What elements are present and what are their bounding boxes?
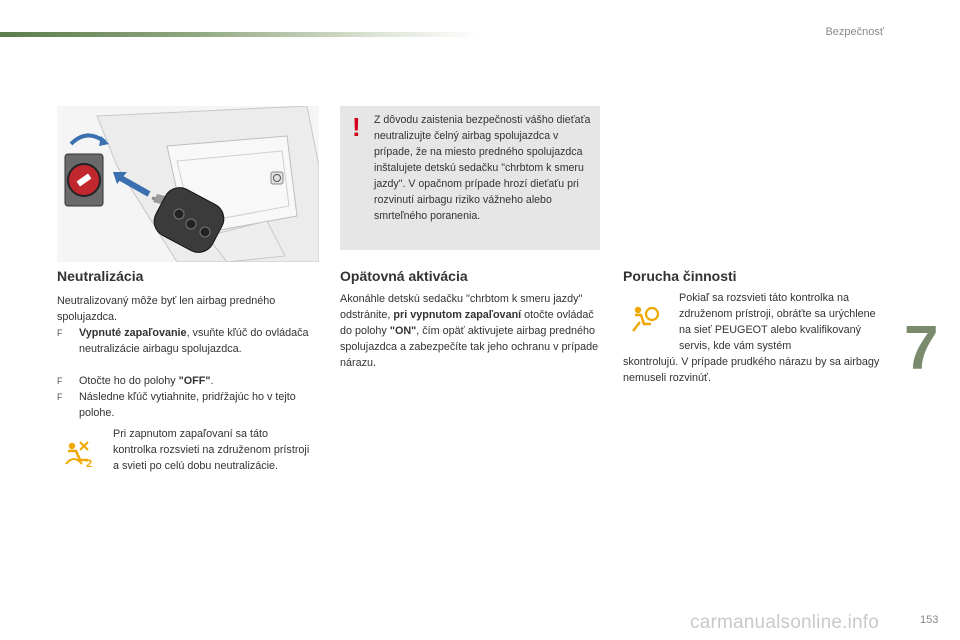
glovebox-key-illustration	[57, 106, 319, 262]
fault-lamp-text: Pokiaľ sa rozsvieti táto kontrolka na združenom prístroji, obráťte sa urýchlene na sieť PEUGEOT alebo kvalifikovaný servis, kde vám systém	[679, 292, 876, 352]
bullet-3-text: Následne kľúč vytiahnite, pridŕžajúc ho v tejto polohe.	[79, 391, 296, 419]
bullet-1-bold: Vypnuté zapaľovanie	[79, 327, 187, 339]
bullet-step-3	[57, 389, 312, 421]
fault-title: Porucha činnosti	[623, 268, 737, 284]
fault-tail-text: skontrolujú. V prípade prudkého nárazu by sa airbagy nemuseli rozvinúť.	[623, 356, 880, 384]
neutral-lamp-text: Pri zapnutom zapaľovaní sa táto kontrolka rozsvieti na združenom prístroji a svieti po celú dobu neutralizácie.	[113, 428, 310, 472]
reactivation-text	[340, 291, 605, 371]
bullet-glyph: F	[57, 392, 63, 402]
airbag-fault-warning-icon	[630, 305, 660, 338]
bullet-glyph: F	[57, 376, 63, 386]
warning-text: Z dôvodu zaistenia bezpečnosti vášho dieťaťa neutralizujte čelný airbag spolujazdca v prípade, že na miesto predného spolujazdca inštalujete detskú sedačku "chrbtom k smeru jazdy". V opačnom prípade hrozí dieťaťu pri rozvinutí airbagu riziko vážneho alebo smrteľného poranenia.	[374, 114, 591, 222]
bullet-glyph: F	[57, 328, 63, 338]
bullet-1-text: , vsuňte kľúč do ovládača neutralizácie airbagu spolujazdca.	[79, 327, 309, 355]
watermark: carmanualsonline.info	[690, 612, 880, 633]
bullet-step-2	[57, 373, 312, 389]
airbag-off-warning-icon	[64, 440, 98, 473]
reactivation-bold-2: "ON"	[389, 325, 417, 337]
bullet-2-bold: "OFF"	[178, 375, 211, 387]
section-heading: Bezpečnosť	[825, 26, 884, 38]
bullet-step-1	[57, 325, 312, 357]
chapter-number: 7	[904, 314, 939, 383]
reactivation-part-2: otočte ovládač do polohy	[340, 309, 594, 337]
page-number: 153	[920, 614, 939, 626]
bullet-2-end: .	[210, 375, 214, 387]
bullet-2-text: Otočte ho do polohy	[79, 375, 179, 387]
reactivation-bold-1: pri vypnutom zapaľovaní	[393, 309, 522, 321]
warning-box	[340, 106, 600, 250]
neutralization-title: Neutralizácia	[57, 268, 144, 284]
reactivation-title: Opätovná aktivácia	[340, 268, 468, 284]
warning-exclamation-icon: !	[352, 112, 361, 142]
neutralization-intro: Neutralizovaný môže byť len airbag predného spolujazdca.	[57, 295, 276, 323]
reactivation-part-1: Akonáhle detskú sedačku "chrbtom k smeru jazdy" odstránite,	[340, 293, 583, 321]
reactivation-part-3: , čím opäť aktivujete airbag predného spolujazdca a zabezpečíte tak jeho ochranu v prípade nárazu.	[340, 325, 599, 369]
top-color-bar	[0, 32, 480, 37]
svg-text:2: 2	[86, 458, 93, 468]
